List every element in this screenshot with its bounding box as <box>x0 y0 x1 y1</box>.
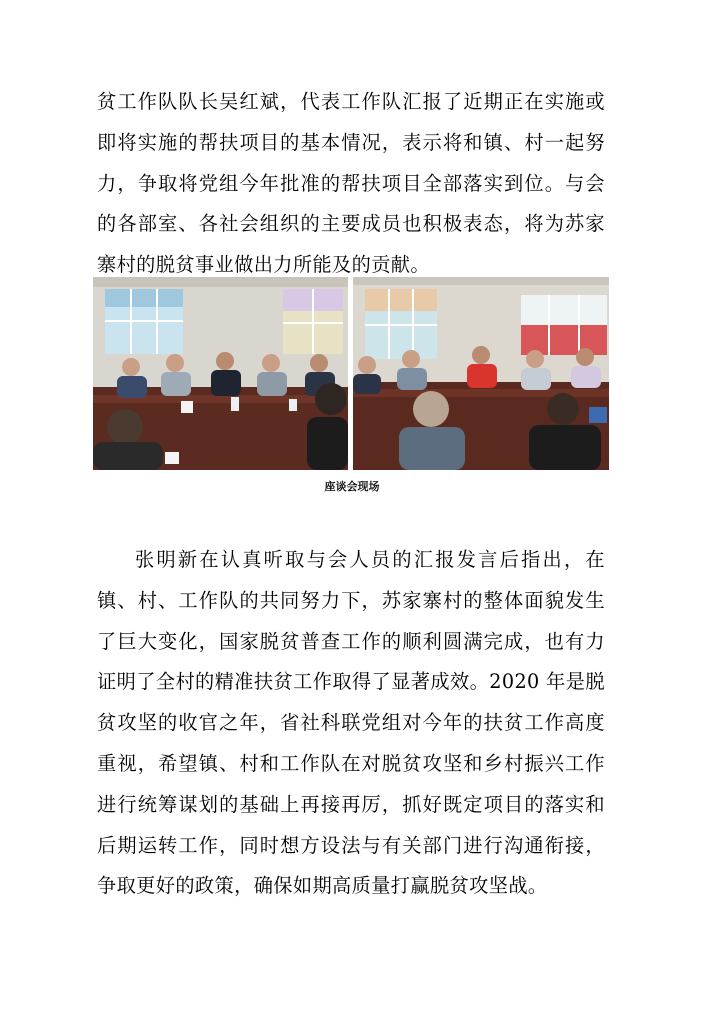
photo-caption: 座谈会现场 <box>324 480 380 493</box>
meeting-photo-left <box>93 277 348 470</box>
paragraph-bottom: 张明新在认真听取与会人员的汇报发言后指出，在镇、村、工作队的共同努力下，苏家寨村的整体面貌发生了巨大变化，国家脱贫普查工作的顺利圆满完成，也有力证明了全村的精准扶贫工作取得了显著成效。2020 年是脱贫攻坚的收官之年，省社科联党组对今年的扶贫工作高度重视，希望镇、村和工作队在对脱贫攻坚和乡村振兴工作进行统筹谋划的基础上再接再厉，抓好既定项目的落实和后期运转工作，同时想方设法与有关部门进行沟通衔接，争取更好的政策，确保如期高质量打赢脱贫攻坚战。 <box>97 548 605 898</box>
meeting-photo-right <box>353 277 609 470</box>
paragraph-top: 贫工作队队长吴红斌，代表工作队汇报了近期正在实施或即将实施的帮扶项目的基本情况，表示将和镇、村一起努力，争取将党组今年批准的帮扶项目全部落实到位。与会的各部室、各社会组织的主要成员也积极表态，将为苏家寨村的脱贫事业做出力所能及的贡献。 <box>97 90 605 277</box>
